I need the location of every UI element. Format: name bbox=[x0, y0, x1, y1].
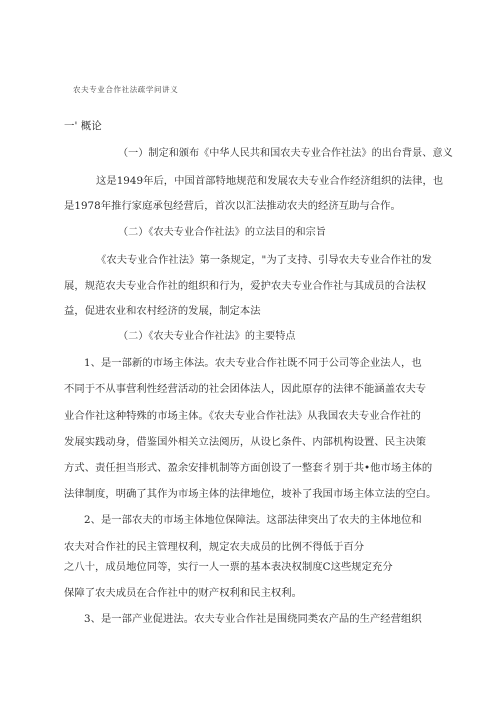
paragraph-line: 发展实践动身，借鉴国外相关立法阅历，从设匕条件、内部机构设置、民主决策 bbox=[64, 436, 427, 448]
paragraph-line: 方式、责任担当形式、盈余安排机制等方面创设了一整套彳别于共•他市场主体的 bbox=[64, 462, 433, 474]
paragraph-line: 法律制度，明确了其作为市场主体的法律地位，坡补了我国市场主体立法的空白。 bbox=[64, 488, 437, 500]
paragraph-line: 益，促进农业和农村经济的发展，制定本法 bbox=[64, 305, 261, 317]
paragraph-line: 业合作社这种特殊的市场主体。《农夫专业合作社法》从我国农夫专业合作社的 bbox=[64, 410, 421, 422]
paragraph-line: 这是1949年后，中国首部特地规范和发展农夫专业合作经济组织的法律，也 bbox=[96, 175, 444, 187]
paragraph-line: 2、是一部农夫的市场主体地位保障法。这部法律突出了农夫的主体地位和 bbox=[84, 514, 422, 526]
paragraph-line: 保障了农夫成员在合作社中的财产权利和民主权利。 bbox=[64, 587, 302, 599]
paragraph-line: 是1978年推行家庭承包经营后，首次以汇法推动农夫的经济互助与合作。 bbox=[64, 200, 401, 212]
paragraph-line: 3、是一部产业促进法。农夫专业合作社是围绕同类农产品的生产经营组织 bbox=[84, 613, 422, 625]
paragraph-line: 展，规范农夫专业合作社的组织和行为，爱护农夫专业合作社与其成员的合法权 bbox=[64, 280, 427, 292]
paragraph-line: 农夫对合作社的民主管理权利，规定农夫成员的比例不得低于百分 bbox=[64, 541, 365, 553]
subheading-purpose: （二）《农夫专业合作社法》的立法目的和宗旨 bbox=[118, 227, 326, 238]
paragraph-line: 1、是一部新的市场主体法。农夫专业合作社既不同于公司等企业法人，也 bbox=[84, 357, 422, 369]
paragraph-line: 之八十，成员地位同等，实行一人一票的基本表决权制度C这些规定充分 bbox=[64, 561, 393, 573]
paragraph-line: 《农夫专业合作社法》第一条规定，"为了支持、引导农夫专业合作社的发 bbox=[96, 254, 432, 266]
subheading-background: （一）制定和颁布《中华人民共和国农夫专业合作社法》的出台背景、意义 bbox=[118, 148, 453, 159]
paragraph-line: 不同于不从事营利性经营活动的社会团体法人，因此原存的法律不能涵盖农夫专 bbox=[64, 383, 427, 395]
document-header-title: 农夫专业合作社法疏学问讲义 bbox=[73, 85, 179, 94]
section-heading-overview: 一' 概论 bbox=[64, 120, 102, 132]
subheading-features: （二）《农夫专业合作社法》的主要特点 bbox=[118, 331, 296, 342]
